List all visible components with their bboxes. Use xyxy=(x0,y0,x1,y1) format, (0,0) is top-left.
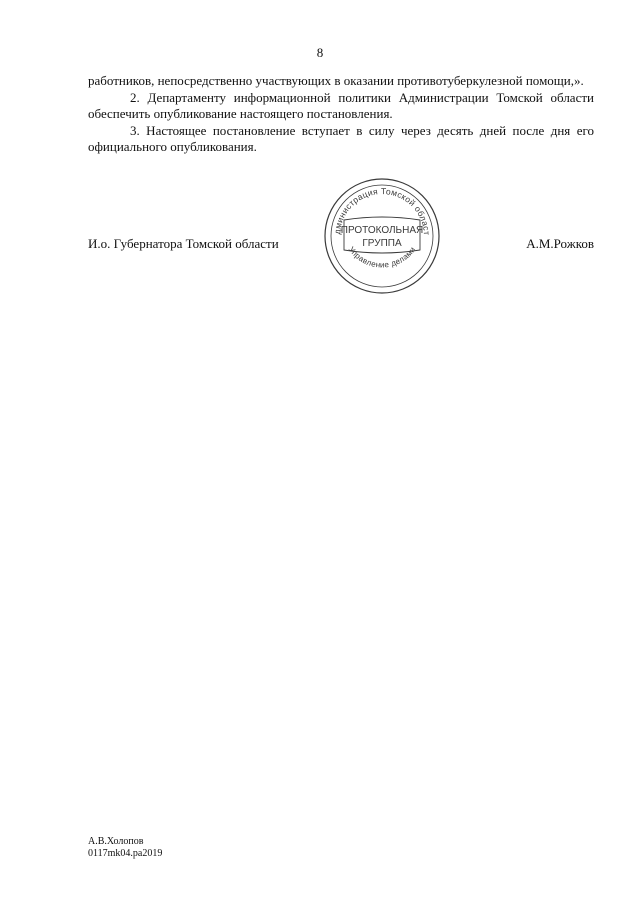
official-seal xyxy=(322,176,442,296)
stamp-inner-ring xyxy=(331,185,433,287)
signatory-name: А.М.Рожков xyxy=(526,236,594,251)
signatory-position: И.о. Губернатора Томской области xyxy=(88,236,279,251)
paragraph-item-2: 2. Департаменту информационной политики Администрации Томской области обеспечить опубликование настоящего постановления. xyxy=(88,89,594,121)
stamp-inner-line-2: ГРУППА xyxy=(362,238,402,249)
stamp-outer-ring xyxy=(325,179,439,293)
stamp-seal-graphic xyxy=(322,176,442,296)
footer-author: А.В.Холопов xyxy=(88,836,144,847)
paragraph-continuation: работников, непосредственно участвующих в оказании противотуберкулезной помощи,». xyxy=(88,73,584,88)
paragraph-item-3: 3. Настоящее постановление вступает в силу через десять дней после дня его официального опубликования. xyxy=(88,122,594,154)
page-number: 8 xyxy=(316,45,324,60)
stamp-inner-line-1: ПРОТОКОЛЬНАЯ xyxy=(340,225,424,236)
document-body xyxy=(88,73,594,156)
document-footer xyxy=(88,836,162,860)
footer-code: 0117mk04.pa2019 xyxy=(88,848,163,859)
stamp-bottom-text: Управление делами xyxy=(346,244,418,270)
stamp-outer-text: дминистрация Томской област xyxy=(331,185,433,236)
